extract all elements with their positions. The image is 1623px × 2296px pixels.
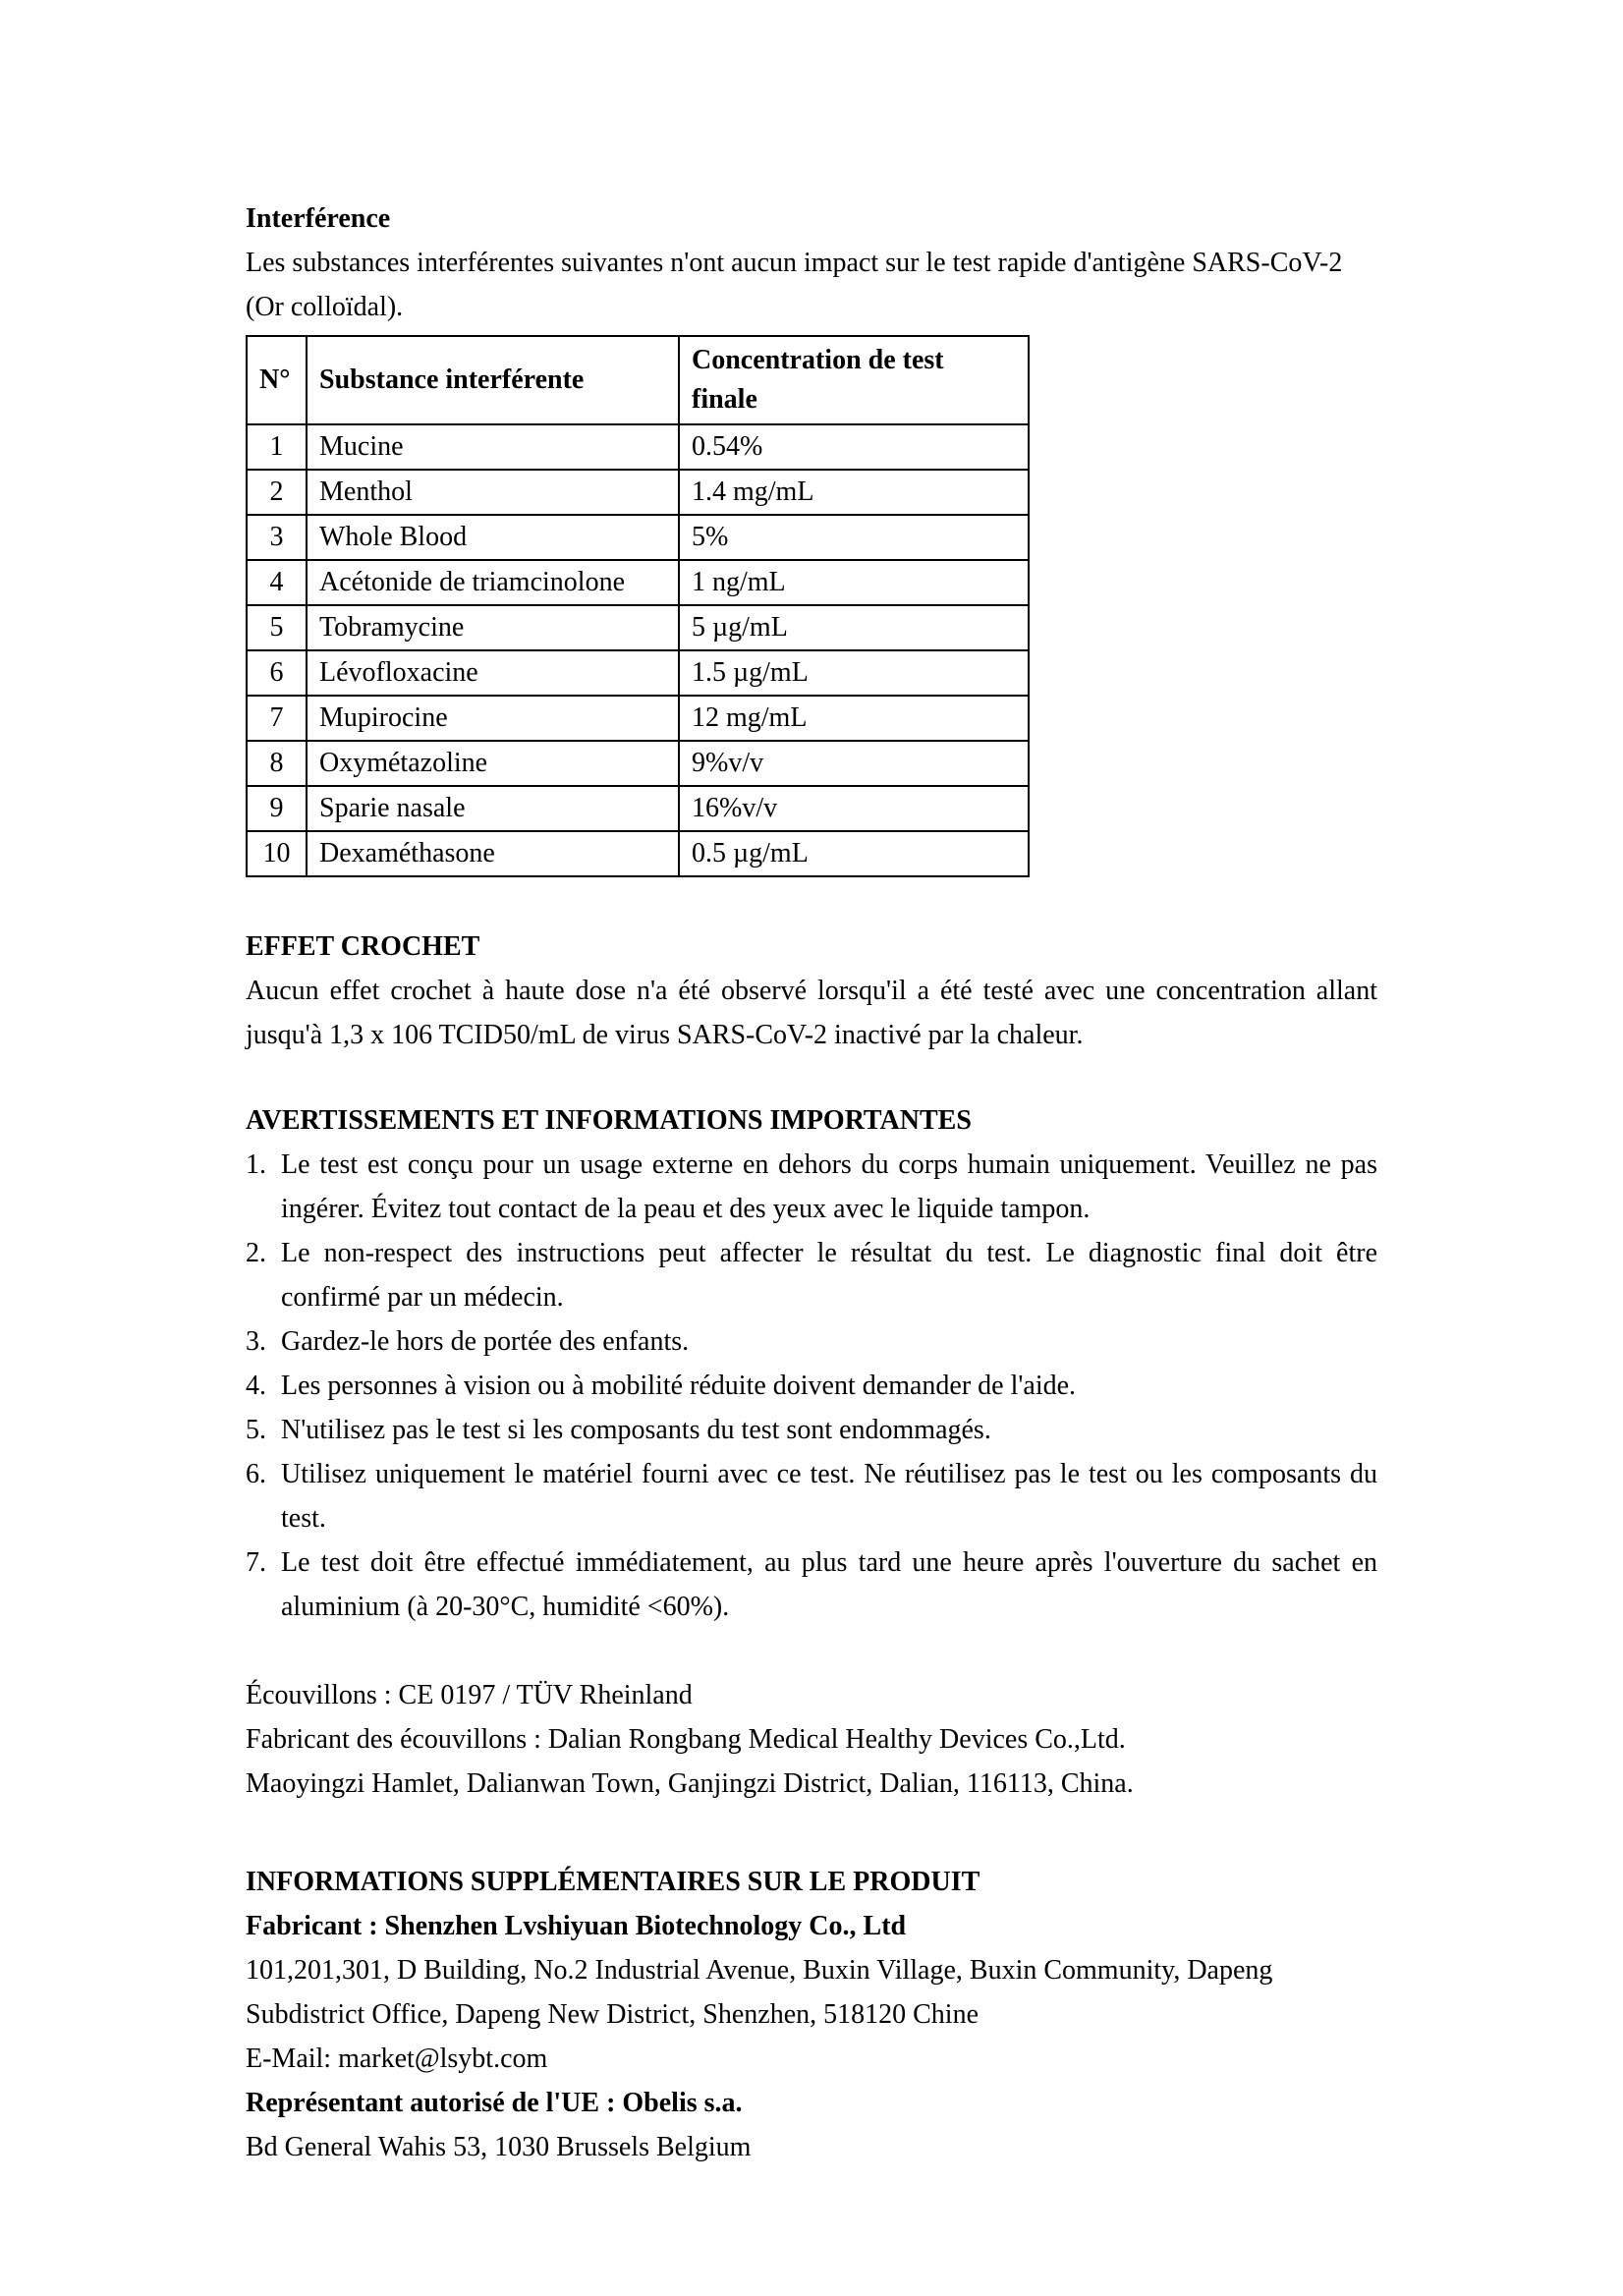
list-item xyxy=(246,1231,1377,1319)
cell-num: 4 xyxy=(247,560,307,605)
cell-substance: Lévofloxacine xyxy=(307,650,679,696)
col-header-concentration: Concentration de test finale xyxy=(679,336,1029,424)
hook-effect-heading: EFFET CROCHET xyxy=(246,931,480,962)
cell-substance: Tobramycine xyxy=(307,605,679,650)
warnings-heading: AVERTISSEMENTS ET INFORMATIONS IMPORTANTES xyxy=(246,1105,972,1136)
list-item xyxy=(246,1143,1377,1231)
cell-concentration: 0.5 µg/mL xyxy=(679,831,1029,876)
list-item-text: Le test est conçu pour un usage externe en dehors du corps humain uniquement. Veuillez ne pas ingérer. Évitez tout contact de la peau et des yeux avec le liquide tampon. xyxy=(281,1149,1377,1224)
cell-num: 3 xyxy=(247,515,307,560)
eu-representative-address: Bd General Wahis 53, 1030 Brussels Belgium xyxy=(246,2132,752,2162)
col-header-num: N° xyxy=(247,336,307,424)
cell-substance: Oxymétazoline xyxy=(307,741,679,786)
table-row xyxy=(247,741,1029,786)
cell-concentration: 1.4 mg/mL xyxy=(679,470,1029,515)
manufacturer-name: Fabricant : Shenzhen Lvshiyuan Biotechnology Co., Ltd xyxy=(246,1911,907,1941)
warnings-list xyxy=(246,1143,1377,1629)
cell-concentration: 1 ng/mL xyxy=(679,560,1029,605)
manufacturer-email: E-Mail: market@lsybt.com xyxy=(246,2044,548,2074)
list-item xyxy=(246,1364,1377,1408)
cell-num: 5 xyxy=(247,605,307,650)
table-row xyxy=(247,470,1029,515)
cell-concentration: 12 mg/mL xyxy=(679,696,1029,741)
table-row xyxy=(247,515,1029,560)
list-item-number: 5. xyxy=(246,1415,266,1445)
list-item-text: Le test doit être effectué immédiatement, au plus tard une heure après l'ouverture du sachet en aluminium (à 20-30°C, humidité <60%). xyxy=(281,1547,1377,1622)
cell-concentration: 0.54% xyxy=(679,424,1029,470)
list-item-number: 1. xyxy=(246,1149,266,1180)
col-header-substance: Substance interférente xyxy=(307,336,679,424)
list-item xyxy=(246,1540,1377,1629)
list-item-text: Les personnes à vision ou à mobilité réduite doivent demander de l'aide. xyxy=(281,1371,1077,1401)
interference-intro: Les substances interférentes suivantes n'ont aucun impact sur le test rapide d'antigène SARS-CoV-2 (Or colloïdal). xyxy=(246,248,1343,322)
list-item xyxy=(246,1452,1377,1540)
cell-concentration: 5% xyxy=(679,515,1029,560)
cell-substance: Sparie nasale xyxy=(307,786,679,831)
cell-num: 1 xyxy=(247,424,307,470)
list-item xyxy=(246,1408,1377,1452)
cell-substance: Mucine xyxy=(307,424,679,470)
manufacturer-address: 101,201,301, D Building, No.2 Industrial Avenue, Buxin Village, Buxin Community, Dapeng Subdistrict Office, Dapeng New District, Shenzhen, 518120 Chine xyxy=(246,1955,1273,2030)
table-row xyxy=(247,696,1029,741)
table-header-row xyxy=(247,336,1029,424)
cell-substance: Dexaméthasone xyxy=(307,831,679,876)
list-item-number: 3. xyxy=(246,1326,266,1357)
cell-concentration: 16%v/v xyxy=(679,786,1029,831)
cell-num: 8 xyxy=(247,741,307,786)
cell-substance: Mupirocine xyxy=(307,696,679,741)
interference-table xyxy=(246,335,1030,877)
cell-substance: Menthol xyxy=(307,470,679,515)
table-row xyxy=(247,650,1029,696)
swabs-certification: Écouvillons : CE 0197 / TÜV Rheinland xyxy=(246,1680,693,1710)
list-item-number: 2. xyxy=(246,1238,266,1268)
cell-num: 6 xyxy=(247,650,307,696)
cell-num: 2 xyxy=(247,470,307,515)
swabs-manufacturer-address: Maoyingzi Hamlet, Dalianwan Town, Ganjingzi District, Dalian, 116113, China. xyxy=(246,1768,1134,1799)
cell-concentration: 9%v/v xyxy=(679,741,1029,786)
hook-effect-body: Aucun effet crochet à haute dose n'a été observé lorsqu'il a été testé avec une concentration allant jusqu'à 1,3 x 106 TCID50/mL de virus SARS-CoV-2 inactivé par la chaleur. xyxy=(246,976,1377,1050)
table-row xyxy=(247,831,1029,876)
table-row xyxy=(247,424,1029,470)
list-item-text: Le non-respect des instructions peut affecter le résultat du test. Le diagnostic final doit être confirmé par un médecin. xyxy=(281,1238,1377,1313)
table-row xyxy=(247,786,1029,831)
list-item-number: 6. xyxy=(246,1459,266,1489)
cell-num: 9 xyxy=(247,786,307,831)
list-item-text: Gardez-le hors de portée des enfants. xyxy=(281,1326,690,1357)
additional-info-heading: INFORMATIONS SUPPLÉMENTAIRES SUR LE PRODUIT xyxy=(246,1867,980,1897)
eu-representative: Représentant autorisé de l'UE : Obelis s.a. xyxy=(246,2088,743,2118)
cell-num: 7 xyxy=(247,696,307,741)
interference-heading: Interférence xyxy=(246,203,391,234)
cell-concentration: 5 µg/mL xyxy=(679,605,1029,650)
table-row xyxy=(247,605,1029,650)
cell-concentration: 1.5 µg/mL xyxy=(679,650,1029,696)
cell-substance: Acétonide de triamcinolone xyxy=(307,560,679,605)
list-item-text: N'utilisez pas le test si les composants du test sont endommagés. xyxy=(281,1415,991,1445)
list-item-number: 7. xyxy=(246,1547,266,1578)
list-item-text: Utilisez uniquement le matériel fourni avec ce test. Ne réutilisez pas le test ou les composants du test. xyxy=(281,1459,1377,1534)
list-item-number: 4. xyxy=(246,1371,266,1401)
table-row xyxy=(247,560,1029,605)
cell-num: 10 xyxy=(247,831,307,876)
swabs-manufacturer: Fabricant des écouvillons : Dalian Rongbang Medical Healthy Devices Co.,Ltd. xyxy=(246,1724,1126,1755)
cell-substance: Whole Blood xyxy=(307,515,679,560)
list-item xyxy=(246,1319,1377,1364)
